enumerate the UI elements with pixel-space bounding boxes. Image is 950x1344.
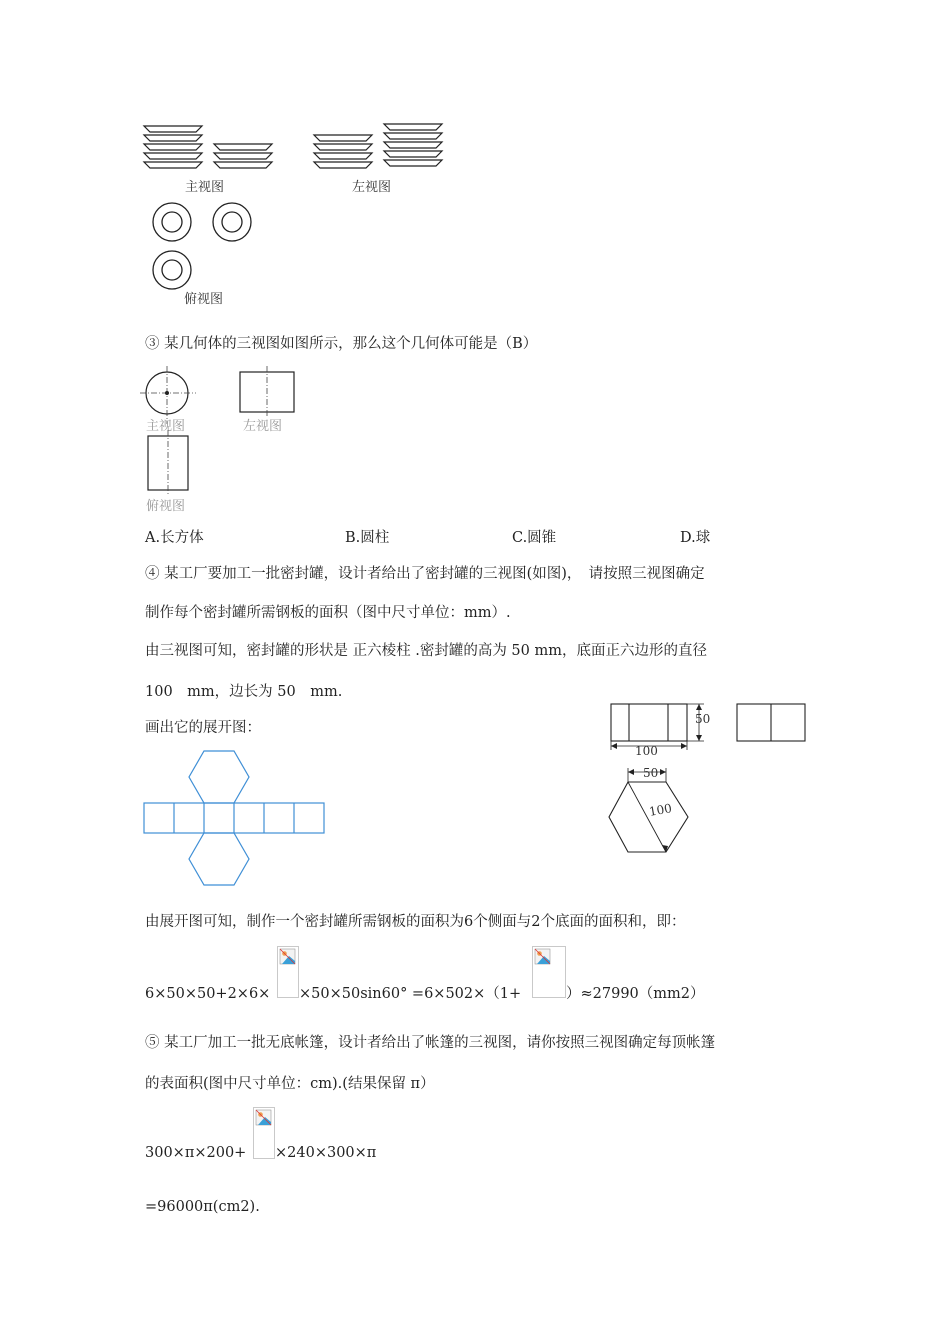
q4-formula-c: ）≈27990（mm2） <box>566 986 705 1002</box>
can-width-dim: 100 <box>635 744 658 758</box>
image-placeholder-icon <box>280 949 295 964</box>
prism-net <box>140 744 330 889</box>
plates-front-view <box>140 120 460 180</box>
q3-option-a: A.长方体 <box>145 530 204 546</box>
q5-line1: ⑤ 某工厂加工一批无底帐篷，设计者给出了帐篷的三视图，请你按照三视图确定每顶帐篷 <box>145 1035 716 1051</box>
can-diag-dim: 100 <box>647 801 673 819</box>
broken-image-2 <box>532 946 566 998</box>
q3-option-d: D.球 <box>680 530 711 546</box>
q5-line2: 的表面积(图中尺寸单位：cm).(结果保留 π） <box>145 1076 435 1092</box>
q3-top-label: 俯视图 <box>146 499 186 514</box>
top-view-label: 俯视图 <box>184 292 224 307</box>
q4-line5: 画出它的展开图： <box>145 720 261 736</box>
front-view-label: 主视图 <box>185 180 225 195</box>
q4-formula-a: 6×50×50+2×6× <box>145 986 271 1002</box>
q4-line2: 制作每个密封罐所需钢板的面积（图中尺寸单位：mm）. <box>145 605 511 621</box>
q3-front-label: 主视图 <box>146 419 186 434</box>
q4-formula-b: ×50×50sin60° =6×502×（1+ <box>299 986 522 1002</box>
left-view-label: 左视图 <box>352 180 392 195</box>
can-side-dim: 50 <box>643 766 659 780</box>
q4-line4: 100 mm，边长为 50 mm. <box>145 684 343 700</box>
q5-formula-b: ×240×300×π <box>275 1145 377 1161</box>
q5-result: =96000π(cm2). <box>145 1199 260 1215</box>
q3-option-c: C.圆锥 <box>512 530 557 546</box>
image-placeholder-icon <box>256 1110 271 1125</box>
q3-question: ③ 某几何体的三视图如图所示，那么这个几何体可能是（B） <box>145 336 538 352</box>
broken-image-3 <box>253 1107 275 1159</box>
broken-image-1 <box>277 946 299 998</box>
q5-formula-a: 300×π×200+ <box>145 1145 247 1161</box>
q3-top-view-rect <box>140 430 200 496</box>
q4-line3: 由三视图可知，密封罐的形状是 正六棱柱 .密封罐的高为 50 mm，底面正六边形的直径 <box>145 643 707 659</box>
q3-left-label: 左视图 <box>243 419 283 434</box>
q3-left-view-rect <box>236 366 300 418</box>
q4-line1: ④ 某工厂要加工一批密封罐，设计者给出了密封罐的三视图(如图)， 请按照三视图确定 <box>145 566 705 582</box>
q3-option-b: B.圆柱 <box>345 530 390 546</box>
can-height-dim: 50 <box>695 712 711 726</box>
plates-top-view <box>148 198 258 293</box>
q4-line6: 由展开图可知，制作一个密封罐所需钢板的面积为6个侧面与2个底面的面积和，即： <box>145 914 686 930</box>
image-placeholder-icon <box>535 949 550 964</box>
